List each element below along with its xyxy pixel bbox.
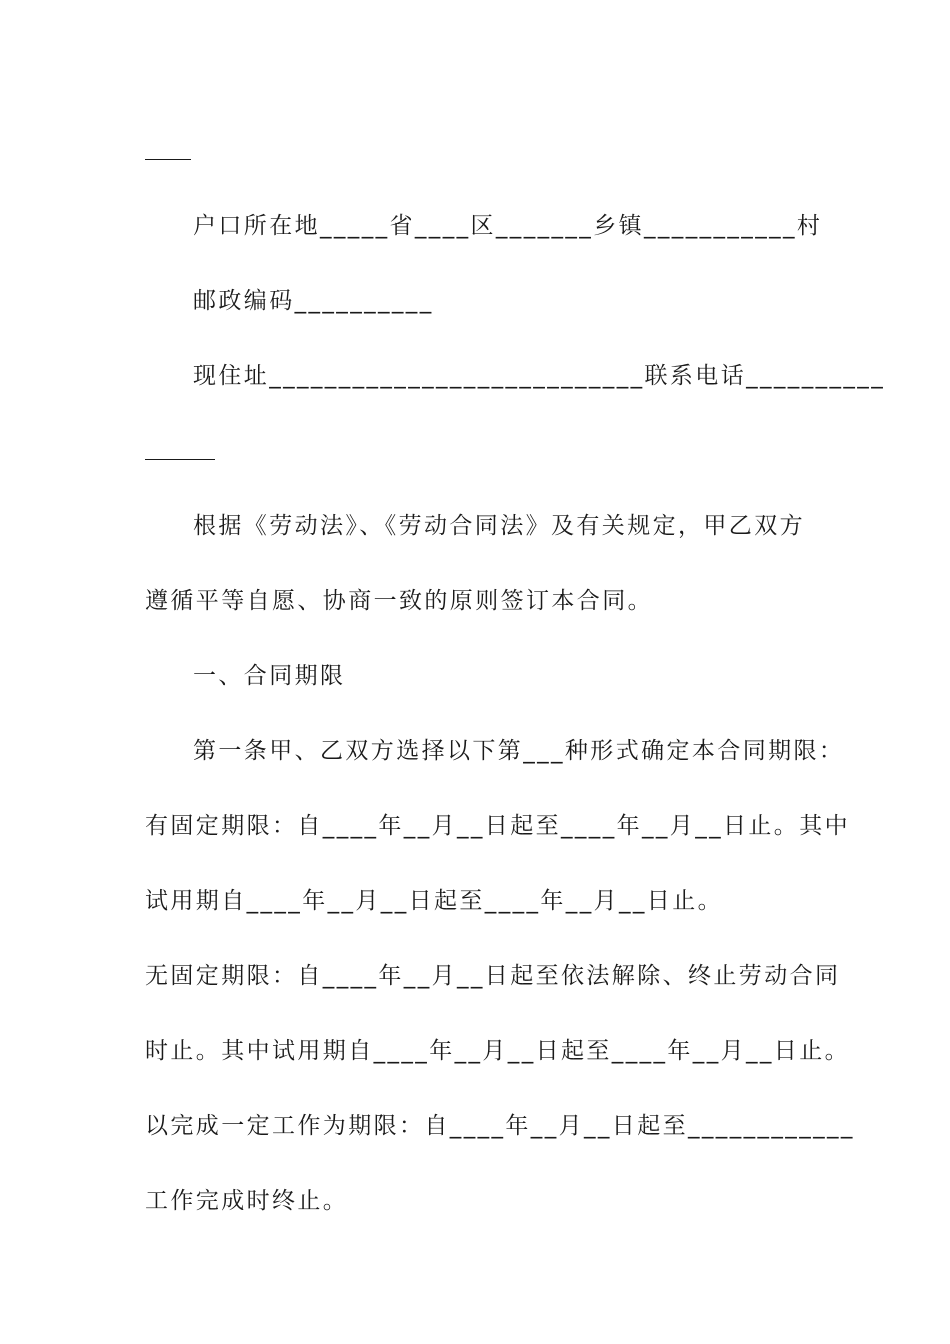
preamble-line-1: 根据《劳动法》、《劳动合同法》及有关规定，甲乙双方 [193, 513, 805, 539]
task-completion-line: 工作完成时终止。 [145, 1188, 349, 1214]
article-one-line: 第一条甲、乙双方选择以下第___种形式确定本合同期限： [193, 738, 845, 764]
section-heading: 一、合同期限 [193, 663, 346, 689]
open-ended-term-line: 无固定期限：自____年__月__日起至依法解除、终止劳动合同 [145, 963, 841, 989]
household-registration-line: 户口所在地_____省____区_______乡镇___________村 [193, 213, 823, 239]
open-ended-probation-line: 时止。其中试用期自____年__月__日起至____年__月__日止。 [145, 1038, 850, 1064]
preamble-line-2: 遵循平等自愿、协商一致的原则签订本合同。 [145, 588, 653, 614]
continued-blank-line [145, 159, 191, 160]
phone-blank-continuation [145, 459, 215, 460]
current-address-line: 现住址___________________________联系电话__________ [193, 363, 886, 389]
postal-code-line: 邮政编码__________ [193, 288, 434, 314]
fixed-term-line: 有固定期限：自____年__月__日起至____年__月__日止。其中 [145, 813, 850, 839]
fixed-term-probation-line: 试用期自____年__月__日起至____年__月__日止。 [145, 888, 723, 914]
task-based-term-line: 以完成一定工作为期限：自____年__月__日起至____________ [145, 1113, 855, 1139]
